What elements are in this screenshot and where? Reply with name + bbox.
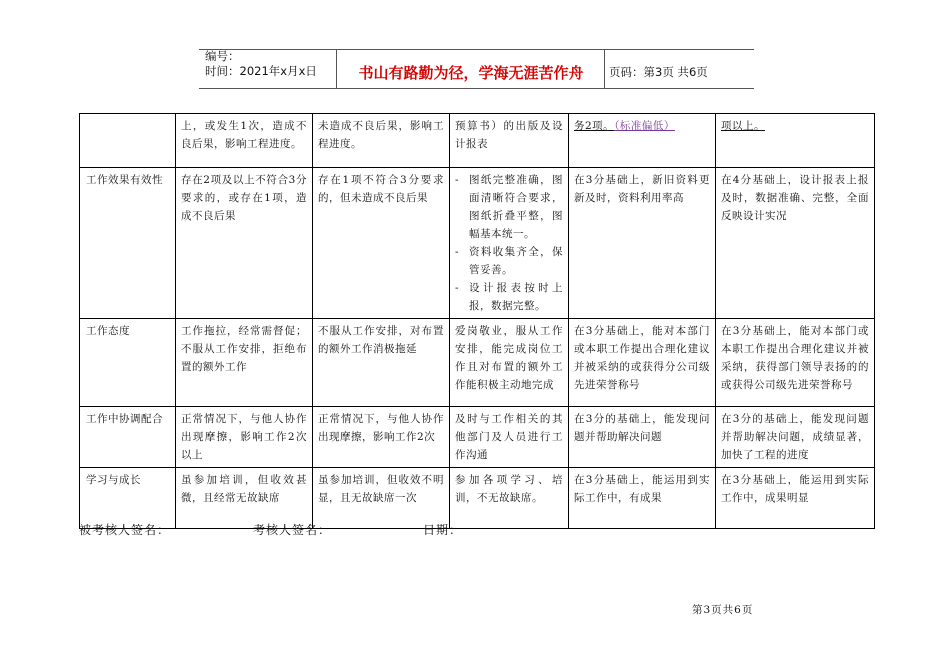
header-motto: 书山有路勤为径，学海无涯苦作舟 [358, 64, 584, 82]
table-cell [450, 168, 569, 319]
examiner-signature-label: 考核人签名： [253, 523, 332, 537]
table-cell: 预算书）的出版及设计报表 [450, 114, 569, 168]
table-cell: 存在2项及以上不符合3分要求的，或存在1项，造成不良后果 [176, 168, 313, 319]
header-bottom-rule [199, 88, 754, 89]
evaluation-table [79, 113, 875, 529]
list-item: - 设计报表按时上报，数据完整。 [455, 279, 563, 315]
date-label: 日期： [423, 523, 463, 537]
examinee-signature-label: 被考核人签名： [79, 523, 171, 537]
table-cell: 在3分基础上，能运用到实际工作中，有成果 [569, 468, 716, 529]
table-cell: 在3分的基础上，能发现问题并帮助解决问题 [569, 407, 716, 468]
table-cell: 工作拖拉，经常需督促；不服从工作安排，拒绝布置的额外工作 [176, 319, 313, 407]
table-cell [569, 114, 716, 168]
number-label: 编号： [205, 49, 240, 63]
table-row [80, 407, 875, 468]
list-item: - 图纸完整准确，图面清晰符合要求，图纸折叠平整，图幅基本统一。 [455, 171, 563, 243]
time-label: 时间：2021年x月x日 [205, 64, 317, 78]
table-cell [716, 114, 875, 168]
category-cell: 工作中协调配合 [80, 407, 176, 468]
table-row [80, 114, 875, 168]
table-cell: 及时与工作相关的其他部门及人员进行工作沟通 [450, 407, 569, 468]
table-row [80, 468, 875, 529]
category-cell: 工作效果有效性 [80, 168, 176, 319]
cell-text: 项以上。 [721, 120, 765, 132]
requirements-list [455, 171, 563, 315]
table-cell: 存在1项不符合3分要求的，但未造成不良后果 [313, 168, 450, 319]
table-cell: 上，或发生1次，造成不良后果，影响工程进度。 [176, 114, 313, 168]
table-cell: 正常情况下，与他人协作出现摩擦，影响工作2次 [313, 407, 450, 468]
table-cell: 在3分的基础上，能发现问题并帮助解决问题，成绩显著，加快了工程的进度 [716, 407, 875, 468]
table-row [80, 168, 875, 319]
table-cell: 在3分基础上，能对本部门或本职工作提出合理化建议并被采纳，获得部门领导表扬的的或获得公司级先进荣誉称号 [716, 319, 875, 407]
standard-low-note: （标准偏低） [614, 120, 675, 132]
header-meta [205, 49, 317, 79]
footer-page-number: 第3页共6页 [692, 604, 754, 616]
header-divider-right [604, 50, 605, 88]
table-cell: 在4分基础上，设计报表上报及时，数据准确、完整，全面反映设计实况 [716, 168, 875, 319]
table-cell: 在3分基础上，能运用到实际工作中，成果明显 [716, 468, 875, 529]
category-cell: 工作态度 [80, 319, 176, 407]
table-cell: 不服从工作安排，对布置的额外工作消极拖延 [313, 319, 450, 407]
table-cell: 在3分基础上，能对本部门或本职工作提出合理化建议并被采纳的或获得分公司级先进荣誉称号 [569, 319, 716, 407]
table-cell: 正常情况下，与他人协作出现摩擦，影响工作2次以上 [176, 407, 313, 468]
table-cell: 参加各项学习、培训，不无故缺席。 [450, 468, 569, 529]
header-page-number: 页码：第3页 共6页 [609, 65, 708, 79]
category-cell: 学习与成长 [80, 468, 176, 529]
table-cell: 虽参加培训，但收效甚微，且经常无故缺席 [176, 468, 313, 529]
cell-text: 务2项。 [574, 120, 615, 132]
table-cell: 未造成不良后果，影响工程进度。 [313, 114, 450, 168]
list-item: - 资料收集齐全，保管妥善。 [455, 243, 563, 279]
table-cell: 爱岗敬业，服从工作安排，能完成岗位工作且对布置的额外工作能积极主动地完成 [450, 319, 569, 407]
table-cell: 在3分基础上，新旧资料更新及时，资料利用率高 [569, 168, 716, 319]
category-cell [80, 114, 176, 168]
table-cell: 虽参加培训，但收效不明显，且无故缺席一次 [313, 468, 450, 529]
table-row [80, 319, 875, 407]
